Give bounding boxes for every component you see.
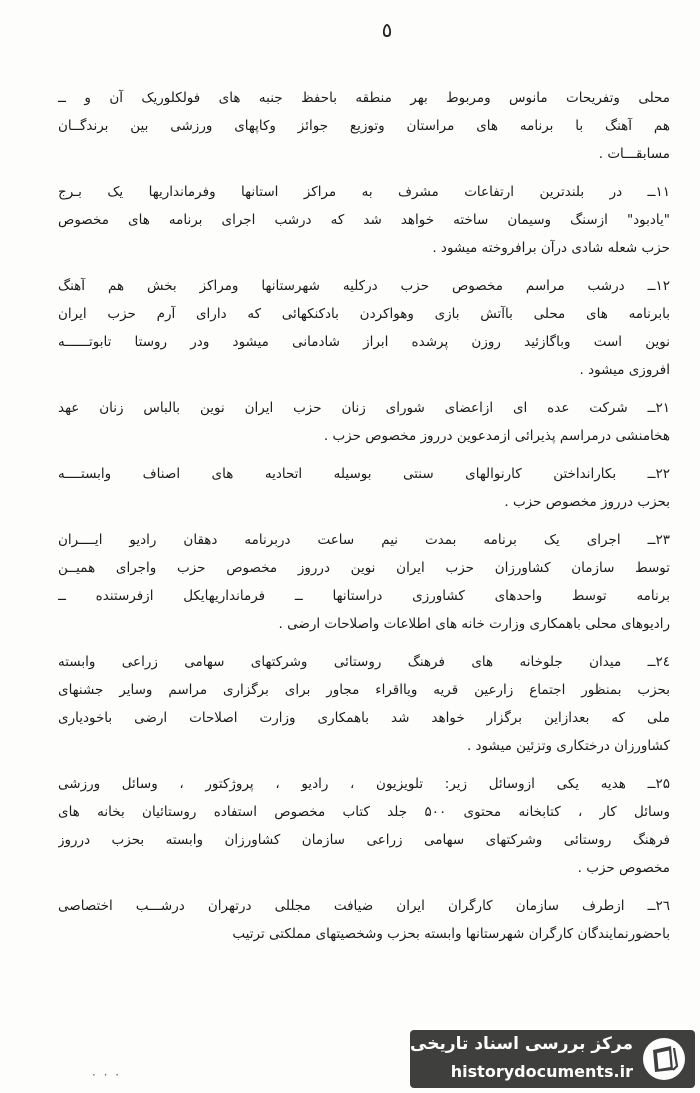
paragraph-gap	[58, 384, 670, 394]
paragraph	[58, 84, 670, 168]
text-line: افروزی میشود .	[579, 362, 670, 378]
paragraph	[58, 892, 670, 948]
text-line: بابرنامه های محلی باآتش بازی وهواکردن بادکنکهائی که دارای آرم حزب ایران	[58, 306, 670, 322]
paragraph	[58, 648, 670, 760]
paragraph-gap	[58, 882, 670, 892]
text-line: "یادبود" ازسنگ وسیمان ساخته خواهد شد که درشب اجرای برنامه های مخصوص	[58, 212, 670, 228]
text-line: ۲۲ــ بکارانداختن کارنوالهای سنتی بوسیله اتحادیه های اصناف وابستــــه	[58, 466, 670, 482]
paragraph-gap	[58, 450, 670, 460]
text-line: ۲٤ــ میدان جلوخانه های فرهنگ روستائی وشرکتهای سهامی زراعی وابسته	[58, 654, 670, 670]
watermark-badge	[410, 1030, 695, 1088]
text-line: هخامنشی درمراسم پذیرائی ازمدعوین درروز مخصوص حزب .	[323, 428, 670, 444]
text-line: ۲۱ــ شرکت عده ای ازاعضای شورای زنان حزب ایران نوین بالباس زنان عهد	[58, 400, 670, 416]
text-line: ۲۵ــ هدیه یکی ازوسائل زیر: تلویزیون ، رادیو ، پروژکتور ، وسائل ورزشی	[58, 776, 670, 792]
text-line: فرهنگ روستائی وشرکتهای سهامی زراعی سازمان کشاورزان وابسته بحزب درروز	[58, 832, 670, 848]
paragraph-gap	[58, 638, 670, 648]
text-line: ۱۲ــ درشب مراسم مخصوص حزب درکلیه شهرستانها ومراکز بخش هم آهنگ	[58, 278, 670, 294]
text-line: برنامه توسط واحدهای کشاورزی دراستانها ــ فرمانداریهایکل ازفرستنده ــ	[58, 588, 670, 604]
document-body	[58, 84, 670, 948]
text-line: حزب شعله شادی درآن برافروخته میشود .	[432, 240, 670, 256]
text-line: توسط سازمان کشاورزان حزب ایران نوین درروز مخصوص حزب واجرای همیــن	[58, 560, 670, 576]
text-line: رادیوهای محلی باهمکاری وزارت خانه های اطلاعات واصلاحات ارضی .	[278, 616, 670, 632]
text-line: ملی که بعدازاین برگزار خواهد شد باهمکاری وزارت اصلاحات ارضی باخودیاری	[58, 710, 670, 726]
paragraph-gap	[58, 516, 670, 526]
paragraph-gap	[58, 168, 670, 178]
paragraph	[58, 178, 670, 262]
text-line: وسائل کار ، کتابخانه محتوی ۵۰۰ جلد کتاب مخصوص استفاده روستائیان بخانه های	[58, 804, 670, 820]
watermark-title: مرکز بررسی اسناد تاریخی	[410, 1034, 633, 1054]
archive-logo-icon	[641, 1036, 687, 1082]
paragraph	[58, 770, 670, 882]
footer-mark: · · ·	[92, 1068, 122, 1082]
text-line: محلی وتفریحات مانوس ومربوط بهر منطقه باحفظ جنبه های فولکلوریک آن و ــ	[58, 90, 670, 106]
text-line: مسابقـــات .	[598, 146, 670, 162]
paragraph-gap	[58, 760, 670, 770]
watermark-url: historydocuments.ir	[450, 1062, 633, 1081]
paragraph	[58, 272, 670, 384]
text-line: مخصوص حزب .	[577, 860, 670, 876]
text-line: ۲۳ــ اجرای یک برنامه بمدت نیم ساعت دربرنامه دهقان رادیو ایــــران	[58, 532, 670, 548]
text-line: کشاورزان درختکاری وتزئین میشود .	[466, 738, 670, 754]
text-line: بحزب درروز مخصوص حزب .	[504, 494, 670, 510]
text-line: باحضورنمایندگان کارگران شهرستانها وابسته بحزب وشخصیتهای مملکتی ترتیب	[232, 926, 670, 942]
text-line: ۱۱ــ در بلندترین ارتفاعات مشرف به مراکز استانها وفرمانداریها یک بـرج	[58, 184, 670, 200]
text-line: هم آهنگ با برنامه های مراستان وتوزیع جوائز وکاپهای ورزشی بین برندگــان	[58, 118, 670, 134]
text-line: نوین است وباگازئید روزن پرشده ابراز شادمانی میشود ودر روستا تابوتــــــه	[58, 334, 670, 350]
paragraph	[58, 394, 670, 450]
paragraph	[58, 526, 670, 638]
paragraph-gap	[58, 262, 670, 272]
page-number: ٥	[381, 18, 393, 42]
text-line: ۲٦ــ ازطرف سازمان کارگران ایران ضیافت مجللی درتهران درشـــب اختصاصی	[58, 898, 670, 914]
text-line: بحزب بمنظور اجتماع زارعین قریه ویااقراء مجاور برای برگزاری مراسم وسایر جشنهای	[58, 682, 670, 698]
paragraph	[58, 460, 670, 516]
